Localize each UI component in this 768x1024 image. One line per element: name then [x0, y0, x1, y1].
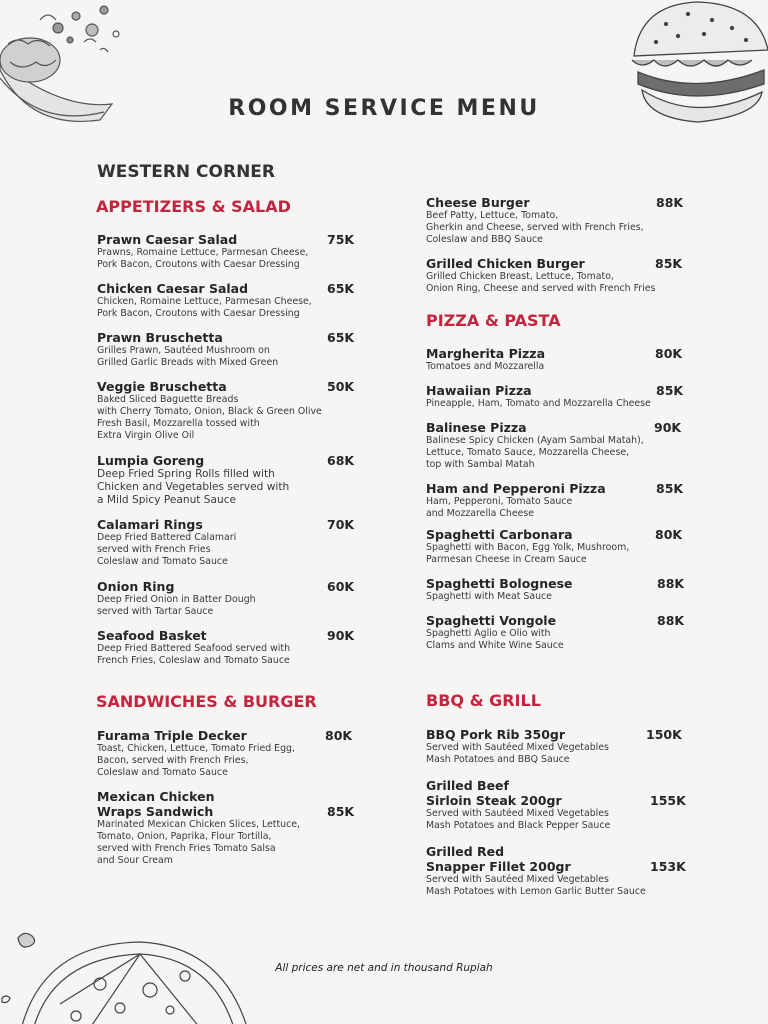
page-title: ROOM SERVICE MENU: [228, 96, 540, 121]
item-description: Deep Fried Onion in Batter Dough served with Tartar Sauce: [97, 594, 256, 617]
salad-bowl-sketch: [0, 0, 130, 150]
menu-item: [97, 330, 357, 369]
item-name: BBQ Pork Rib 350gr: [426, 727, 566, 742]
item-description: Deep Fried Battered Seafood served with French Fries, Coleslaw and Tomato Sauce: [97, 643, 291, 666]
item-name: Spaghetti Bolognese: [426, 576, 573, 591]
menu-item: [426, 256, 688, 295]
item-name: Chicken Caesar Salad: [97, 281, 249, 296]
item-name: Ham and Pepperoni Pizza: [426, 481, 606, 496]
section-title-appetizers: APPETIZERS & SALAD: [96, 197, 291, 216]
item-price: 65K: [327, 281, 355, 296]
item-price: 70K: [327, 517, 355, 532]
item-description: Spaghetti with Bacon, Egg Yolk, Mushroom, Parmesan Cheese in Cream Sauce: [426, 542, 630, 565]
menu-item: [426, 844, 688, 898]
item-price: 75K: [327, 232, 355, 247]
menu-item: [97, 453, 357, 507]
item-name: Balinese Pizza: [426, 420, 527, 435]
menu-item: [426, 576, 688, 603]
item-name: Cheese Burger: [426, 195, 530, 210]
item-name: Seafood Basket: [97, 628, 207, 643]
item-description: Balinese Spicy Chicken (Ayam Sambal Matah), Lettuce, Tomato Sauce, Mozzarella Cheese, top with Sambal Matah: [426, 435, 644, 470]
item-price: 85K: [656, 481, 684, 496]
item-price: 88K: [657, 613, 685, 628]
item-description: Served with Sautéed Mixed Vegetables Mash Potatoes and BBQ Sauce: [426, 742, 609, 765]
item-price: 50K: [327, 379, 355, 394]
menu-item: [426, 195, 688, 246]
item-price: 80K: [655, 346, 683, 361]
menu-item: [97, 628, 357, 667]
item-price: 85K: [327, 804, 355, 819]
item-name: Grilled Red Snapper Fillet 200gr: [426, 844, 571, 874]
menu-item: [426, 778, 688, 832]
section-title-sandwiches: SANDWICHES & BURGER: [96, 692, 317, 711]
item-description: Grilled Chicken Breast, Lettuce, Tomato, Onion Ring, Cheese and served with French Fries: [426, 271, 656, 294]
item-description: Pineapple, Ham, Tomato and Mozzarella Cheese: [426, 398, 651, 409]
item-description: Spaghetti Aglio e Olio with Clams and White Wine Sauce: [426, 628, 564, 651]
menu-item: [97, 728, 357, 779]
menu-item: [426, 527, 688, 566]
item-description: Prawns, Romaine Lettuce, Parmesan Cheese, Pork Bacon, Croutons with Caesar Dressing: [97, 247, 309, 270]
menu-item: [97, 517, 357, 568]
menu-item: [426, 420, 688, 471]
item-name: Veggie Bruschetta: [97, 379, 227, 394]
item-description: Grilles Prawn, Sautéed Mushroom on Grilled Garlic Breads with Mixed Green: [97, 345, 279, 368]
item-description: Ham, Pepperoni, Tomato Sauce and Mozzarella Cheese: [426, 496, 573, 519]
item-name: Prawn Caesar Salad: [97, 232, 238, 247]
item-description: Deep Fried Spring Rolls filled with Chicken and Vegetables served with a Mild Spicy Peanut Sauce: [97, 468, 290, 506]
item-price: 88K: [656, 195, 684, 210]
item-name: Calamari Rings: [97, 517, 203, 532]
item-description: Beef Patty, Lettuce, Tomato, Gherkin and Cheese, served with French Fries, Coleslaw and BBQ Sauce: [426, 210, 644, 245]
item-name: Furama Triple Decker: [97, 728, 247, 743]
item-price: 65K: [327, 330, 355, 345]
item-description: Toast, Chicken, Lettuce, Tomato Fried Egg, Bacon, served with French Fries, Coleslaw and Tomato Sauce: [97, 743, 295, 778]
item-price: 60K: [327, 579, 355, 594]
item-price: 85K: [656, 383, 684, 398]
item-description: Chicken, Romaine Lettuce, Parmesan Cheese, Pork Bacon, Croutons with Caesar Dressing: [97, 296, 312, 319]
item-price: 153K: [650, 859, 686, 874]
menu-item: [426, 346, 688, 373]
item-name: Lumpia Goreng: [97, 453, 205, 468]
item-description: Deep Fried Battered Calamari served with French Fries Coleslaw and Tomato Sauce: [97, 532, 237, 567]
item-name: Hawaiian Pizza: [426, 383, 532, 398]
item-name: Spaghetti Vongole: [426, 613, 557, 628]
item-price: 80K: [655, 527, 683, 542]
item-description: Spaghetti with Meat Sauce: [426, 591, 552, 602]
item-price: 80K: [325, 728, 353, 743]
menu-item: [97, 232, 357, 271]
pizza-sketch: [0, 924, 250, 1024]
menu-item: [426, 383, 688, 410]
item-name: Prawn Bruschetta: [97, 330, 223, 345]
item-name: Onion Ring: [97, 579, 175, 594]
price-note: All prices are net and in thousand Rupiah: [275, 962, 493, 974]
item-description: Marinated Mexican Chicken Slices, Lettuce, Tomato, Onion, Paprika, Flour Tortilla, served with French Fries Tomato Salsa and Sour Cream: [97, 819, 300, 866]
item-description: Baked Sliced Baguette Breads with Cherry Tomato, Onion, Black & Green Olive Fresh Basil, Mozzarella tossed with Extra Virgin Olive Oil: [97, 394, 322, 441]
item-name: Spaghetti Carbonara: [426, 527, 573, 542]
item-price: 85K: [655, 256, 683, 271]
item-description: Served with Sautéed Mixed Vegetables Mash Potatoes and Black Pepper Sauce: [426, 808, 611, 831]
menu-item: [97, 379, 357, 442]
menu-item: [97, 281, 357, 320]
item-name: Grilled Beef Sirloin Steak 200gr: [426, 778, 562, 808]
item-name: Grilled Chicken Burger: [426, 256, 585, 271]
menu-item: [426, 613, 688, 652]
item-price: 88K: [657, 576, 685, 591]
corner-heading: WESTERN CORNER: [97, 162, 276, 182]
item-price: 90K: [327, 628, 355, 643]
item-description: Tomatoes and Mozzarella: [426, 361, 545, 372]
section-title-pizza: PIZZA & PASTA: [426, 311, 561, 330]
item-price: 155K: [650, 793, 686, 808]
item-price: 90K: [654, 420, 682, 435]
item-price: 68K: [327, 453, 355, 468]
menu-item: [426, 481, 688, 520]
item-description: Served with Sautéed Mixed Vegetables Mash Potatoes with Lemon Garlic Butter Sauce: [426, 874, 646, 897]
menu-item: [426, 727, 688, 766]
item-price: 150K: [646, 727, 682, 742]
menu-item: [97, 579, 357, 618]
section-title-bbq: BBQ & GRILL: [426, 691, 541, 710]
item-name: Margherita Pizza: [426, 346, 546, 361]
menu-item: [97, 789, 357, 867]
item-name: Mexican Chicken Wraps Sandwich: [97, 789, 215, 819]
